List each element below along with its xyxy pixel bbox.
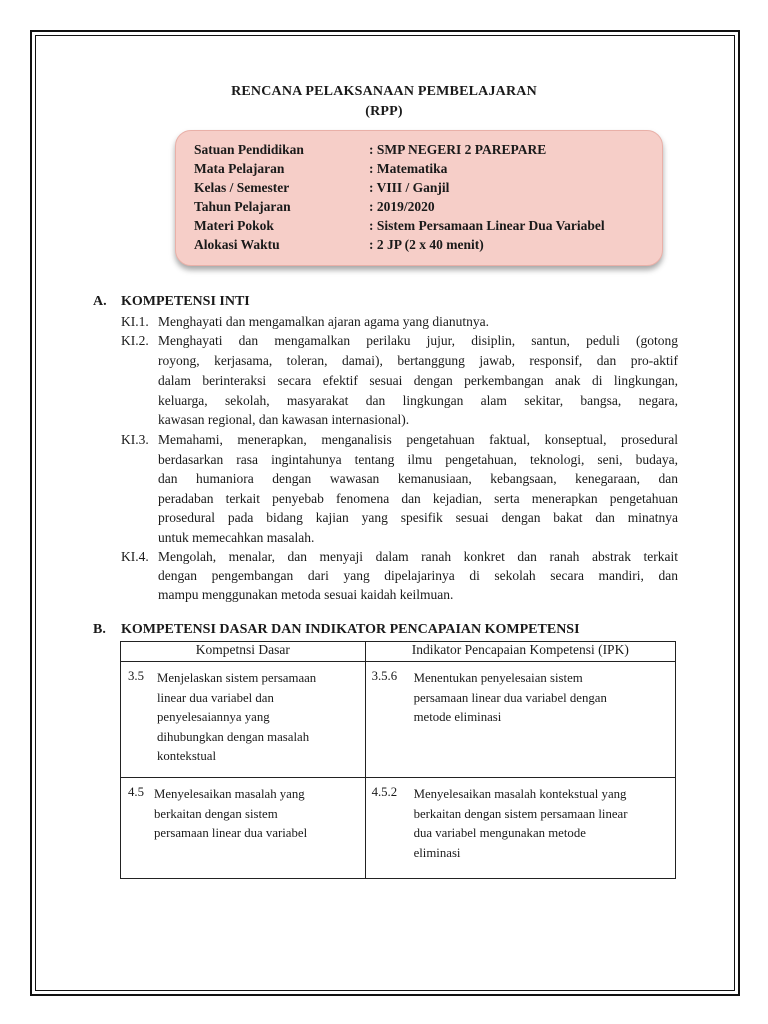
info-value: : Matematika <box>369 161 448 176</box>
kd-text <box>157 669 316 767</box>
ki4-label: KI.4. <box>121 549 149 564</box>
ki3-line: prosedural pada bidang kajian yang spesifik sesuai dengan bakat dan minatnya <box>158 510 678 525</box>
kd-line: Menyelesaikan masalah yang <box>154 787 305 801</box>
ki2-line: keluarga, sekolah, masyarakat dan lingkungan alam sekitar, bangsa, negara, <box>158 393 678 408</box>
ipk-line: dua variabel mengunakan metode <box>413 826 586 840</box>
ki3-line: untuk memecahkan masalah. <box>158 530 315 545</box>
info-key: Mata Pelajaran <box>194 161 285 176</box>
ki2-label: KI.2. <box>121 333 149 348</box>
info-value: : 2019/2020 <box>369 199 435 214</box>
kd-cell <box>121 662 366 778</box>
table-row <box>121 778 676 879</box>
ipk-cell <box>365 662 675 778</box>
ki1-text: Menghayati dan mengamalkan ajaran agama yang dianutnya. <box>158 314 489 329</box>
table-header-ipk: Indikator Pencapaian Kompetensi (IPK) <box>365 642 675 662</box>
ipk-text <box>414 785 628 863</box>
table-row <box>121 662 676 778</box>
kd-line: Menjelaskan sistem persamaan <box>157 671 317 685</box>
info-value: : VIII / Ganjil <box>369 180 450 195</box>
ki4-line: mampu menggunakan metoda sesuai kaidah keilmuan. <box>158 587 454 602</box>
ki4-line: dengan pengembangan dari yang dipelajarinya di sekolah secara mandiri, dan <box>158 568 678 583</box>
info-key: Kelas / Semester <box>194 180 290 195</box>
kd-line: penyelesaiannya yang <box>157 710 270 724</box>
info-value: : SMP NEGERI 2 PAREPARE <box>369 142 547 157</box>
document-subtitle: (RPP) <box>365 104 403 119</box>
kd-number: 3.5 <box>128 669 144 683</box>
table-header-row <box>121 642 676 662</box>
ki3-line: dan humaniora dengan wawasan kemanusiaan, kebangsaan, kenegaraan, dan <box>158 471 678 486</box>
ki3-label: KI.3. <box>121 432 149 447</box>
kd-line: linear dua variabel dan <box>157 690 274 705</box>
ki2-line: Menghayati dan mengamalkan perilaku jujur, disiplin, santun, peduli (gotong <box>158 333 678 348</box>
section-letter: A. <box>93 294 107 309</box>
ipk-line: Menentukan penyelesaian sistem <box>413 671 583 685</box>
ipk-line: metode eliminasi <box>413 710 502 724</box>
ki2-line: kawasan regional, dan kawasan internasional). <box>158 412 410 427</box>
identity-box <box>175 130 663 266</box>
ipk-line: persamaan linear dua variabel dengan <box>413 690 607 705</box>
ipk-number: 3.5.6 <box>371 669 398 683</box>
section-title: KOMPETENSI DASAR DAN INDIKATOR PENCAPAIAN KOMPETENSI <box>121 622 580 637</box>
info-key: Materi Pokok <box>194 218 274 233</box>
info-value: : 2 JP (2 x 40 menit) <box>369 237 484 252</box>
kd-text <box>154 785 307 844</box>
kd-line: berkaitan dengan sistem <box>154 806 278 821</box>
table-header-kd: Kompetnsi Dasar <box>121 642 366 662</box>
ki2-line: royong, kerjasama, toleran, damai), bertanggung jawab, responsif, dan pro-aktif <box>158 353 678 368</box>
ipk-line: Menyelesaikan masalah kontekstual yang <box>413 787 627 801</box>
document-title: RENCANA PELAKSANAAN PEMBELAJARAN <box>231 84 537 99</box>
info-key: Satuan Pendidikan <box>194 142 304 157</box>
ipk-text <box>414 669 607 728</box>
section-letter: B. <box>93 622 106 637</box>
kd-cell <box>121 778 366 879</box>
info-key: Tahun Pelajaran <box>194 199 291 214</box>
kd-line: dihubungkan dengan masalah <box>157 729 310 744</box>
section-title: KOMPETENSI INTI <box>121 294 250 309</box>
kd-ipk-table <box>120 641 676 879</box>
ipk-line: berkaitan dengan sistem persamaan linear <box>413 806 628 821</box>
ki1-label: KI.1. <box>121 314 149 329</box>
ki3-line: berdasarkan rasa ingintahunya tentang ilmu pengetahuan, teknologi, seni, budaya, <box>158 452 678 467</box>
ipk-cell <box>365 778 675 879</box>
ipk-line: eliminasi <box>413 845 461 860</box>
ki3-line: peradaban terkait penyebab fenomena dan kejadian, serta menerapkan pengetahuan <box>158 491 678 506</box>
info-key: Alokasi Waktu <box>194 237 280 252</box>
ki3-line: Memahami, menerapkan, menganalisis pengetahuan faktual, konseptual, prosedural <box>158 432 678 447</box>
kd-number: 4.5 <box>128 785 144 799</box>
info-value: : Sistem Persamaan Linear Dua Variabel <box>369 218 605 233</box>
kd-line: persamaan linear dua variabel <box>154 826 308 840</box>
ipk-number: 4.5.2 <box>371 785 398 799</box>
kd-line: kontekstual <box>157 749 216 763</box>
ki4-line: Mengolah, menalar, dan menyaji dalam ranah konkret dan ranah abstrak terkait <box>158 549 678 564</box>
ki2-line: dalam berinteraksi secara efektif sesuai dengan perkembangan anak di lingkungan, <box>158 373 678 388</box>
